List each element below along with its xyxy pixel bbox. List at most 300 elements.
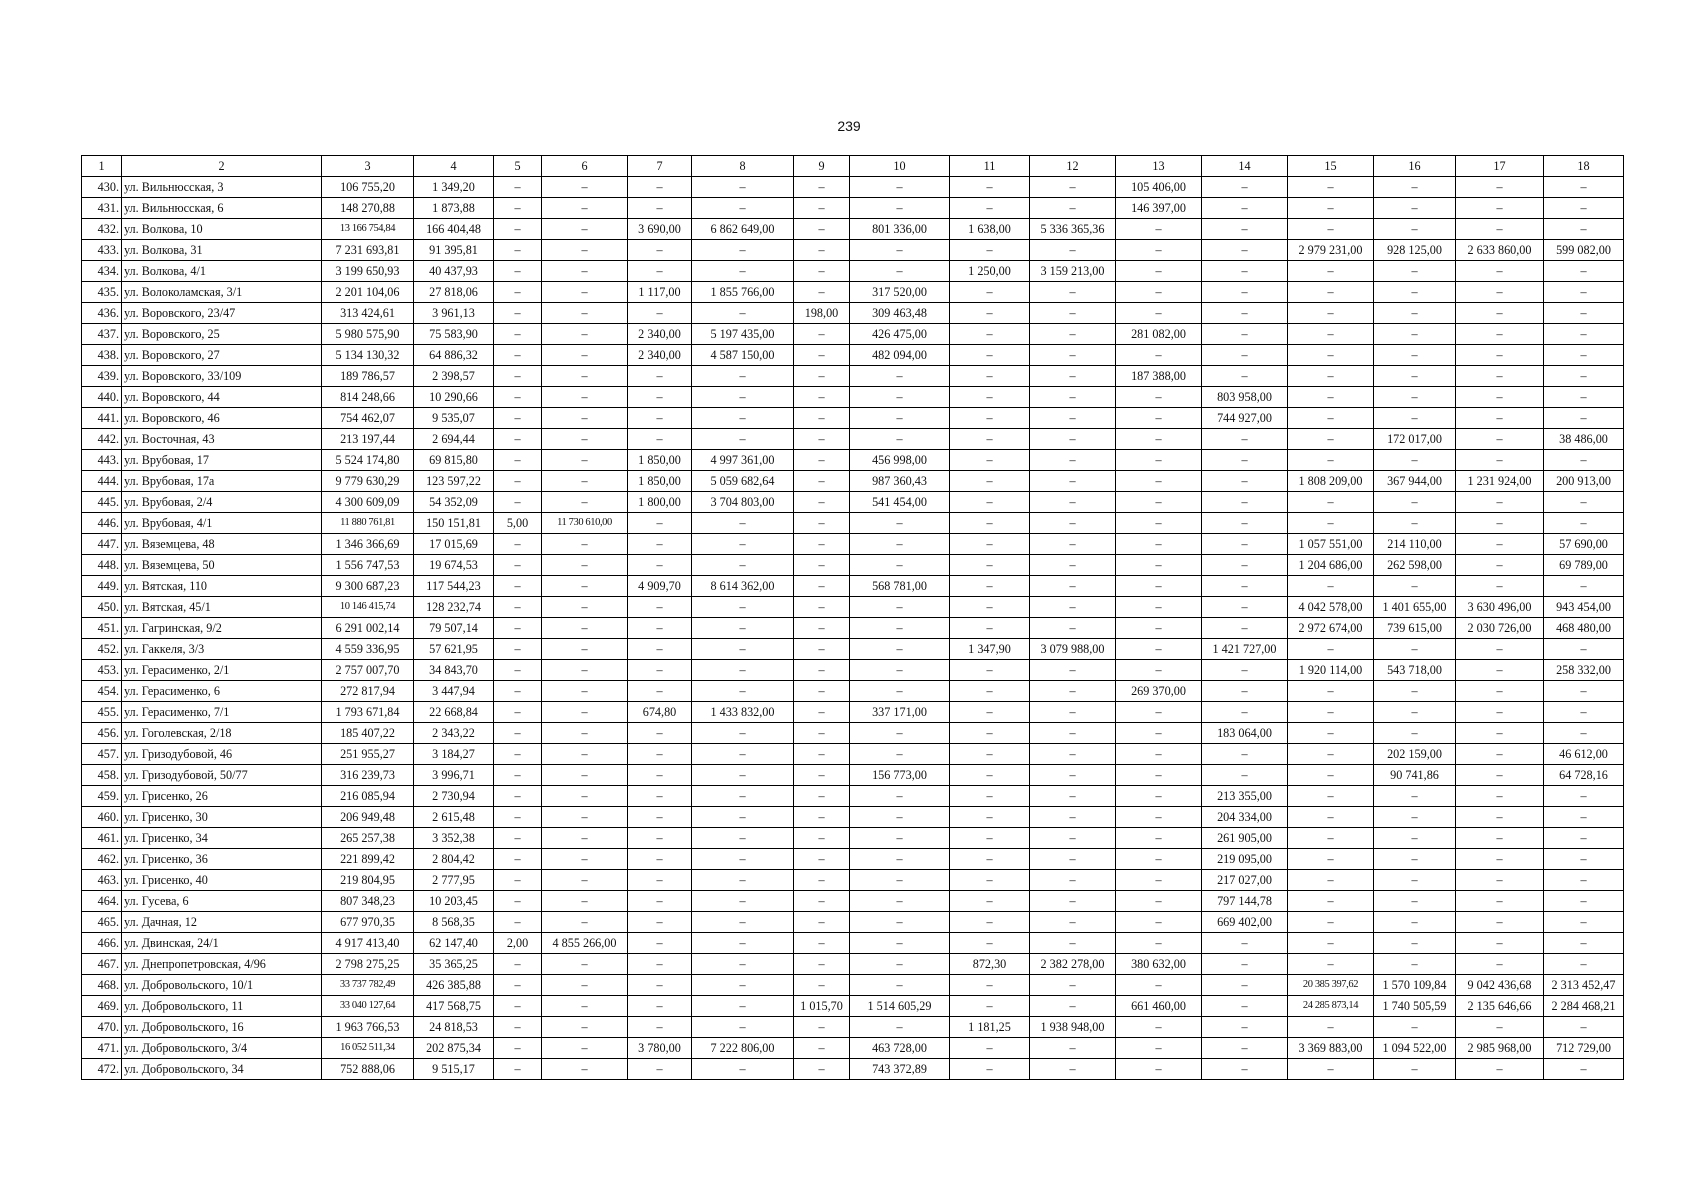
- value-cell: –: [850, 681, 950, 702]
- value-cell: –: [494, 1017, 542, 1038]
- address-cell: ул. Гагринская, 9/2: [122, 618, 322, 639]
- value-cell: –: [1456, 261, 1544, 282]
- value-cell: –: [628, 744, 692, 765]
- value-cell: –: [542, 702, 628, 723]
- value-cell: 183 064,00: [1202, 723, 1288, 744]
- table-row: [82, 786, 1624, 807]
- value-cell: –: [950, 198, 1030, 219]
- value-cell: –: [1202, 240, 1288, 261]
- value-cell: –: [1456, 408, 1544, 429]
- value-cell: –: [950, 492, 1030, 513]
- header-cell: 13: [1116, 156, 1202, 177]
- value-cell: –: [794, 786, 850, 807]
- value-cell: –: [1116, 240, 1202, 261]
- value-cell: –: [850, 849, 950, 870]
- value-cell: –: [1202, 513, 1288, 534]
- value-cell: –: [950, 366, 1030, 387]
- value-cell: –: [1374, 1059, 1456, 1080]
- value-cell: 22 668,84: [414, 702, 494, 723]
- value-cell: –: [628, 975, 692, 996]
- value-cell: –: [1116, 1038, 1202, 1059]
- value-cell: –: [628, 177, 692, 198]
- value-cell: –: [1544, 807, 1624, 828]
- value-cell: –: [692, 1017, 794, 1038]
- row-number: 464.: [82, 891, 122, 912]
- value-cell: 797 144,78: [1202, 891, 1288, 912]
- header-cell: 11: [950, 156, 1030, 177]
- value-cell: –: [1456, 429, 1544, 450]
- value-cell: –: [950, 177, 1030, 198]
- table-row: [82, 639, 1624, 660]
- value-cell: –: [950, 702, 1030, 723]
- row-number: 435.: [82, 282, 122, 303]
- value-cell: –: [494, 702, 542, 723]
- value-cell: –: [794, 870, 850, 891]
- value-cell: 1 855 766,00: [692, 282, 794, 303]
- value-cell: –: [850, 534, 950, 555]
- value-cell: –: [850, 870, 950, 891]
- value-cell: –: [1030, 240, 1116, 261]
- value-cell: –: [1116, 975, 1202, 996]
- value-cell: –: [1544, 723, 1624, 744]
- value-cell: –: [692, 828, 794, 849]
- value-cell: –: [542, 408, 628, 429]
- value-cell: 2 340,00: [628, 345, 692, 366]
- value-cell: –: [494, 744, 542, 765]
- value-cell: –: [794, 849, 850, 870]
- row-number: 438.: [82, 345, 122, 366]
- row-number: 460.: [82, 807, 122, 828]
- table-row: [82, 954, 1624, 975]
- value-cell: –: [494, 954, 542, 975]
- value-cell: –: [850, 639, 950, 660]
- value-cell: –: [794, 471, 850, 492]
- value-cell: –: [1288, 723, 1374, 744]
- value-cell: –: [692, 891, 794, 912]
- value-cell: 4 042 578,00: [1288, 597, 1374, 618]
- value-cell: –: [1374, 849, 1456, 870]
- value-cell: 33 737 782,49: [322, 975, 414, 996]
- value-cell: –: [1456, 912, 1544, 933]
- value-cell: –: [628, 555, 692, 576]
- value-cell: 3 690,00: [628, 219, 692, 240]
- value-cell: –: [1544, 954, 1624, 975]
- value-cell: –: [950, 576, 1030, 597]
- value-cell: –: [950, 282, 1030, 303]
- table-row: [82, 870, 1624, 891]
- value-cell: –: [794, 807, 850, 828]
- value-cell: –: [494, 429, 542, 450]
- value-cell: 213 355,00: [1202, 786, 1288, 807]
- value-cell: –: [1374, 345, 1456, 366]
- value-cell: –: [494, 366, 542, 387]
- value-cell: –: [794, 450, 850, 471]
- value-cell: 200 913,00: [1544, 471, 1624, 492]
- row-number: 456.: [82, 723, 122, 744]
- value-cell: –: [1456, 828, 1544, 849]
- value-cell: 9 515,17: [414, 1059, 494, 1080]
- value-cell: –: [1030, 387, 1116, 408]
- value-cell: –: [692, 366, 794, 387]
- address-cell: ул. Дачная, 12: [122, 912, 322, 933]
- value-cell: –: [1030, 660, 1116, 681]
- value-cell: –: [1030, 177, 1116, 198]
- value-cell: –: [494, 912, 542, 933]
- value-cell: –: [1202, 996, 1288, 1017]
- value-cell: 1 920 114,00: [1288, 660, 1374, 681]
- value-cell: 1 347,90: [950, 639, 1030, 660]
- value-cell: –: [1116, 723, 1202, 744]
- value-cell: 187 388,00: [1116, 366, 1202, 387]
- row-number: 431.: [82, 198, 122, 219]
- value-cell: –: [794, 387, 850, 408]
- value-cell: 219 095,00: [1202, 849, 1288, 870]
- value-cell: –: [1116, 933, 1202, 954]
- table-row: [82, 471, 1624, 492]
- value-cell: –: [494, 492, 542, 513]
- address-cell: ул. Гризодубовой, 50/77: [122, 765, 322, 786]
- value-cell: –: [1116, 891, 1202, 912]
- value-cell: 214 110,00: [1374, 534, 1456, 555]
- value-cell: –: [494, 555, 542, 576]
- value-cell: –: [494, 240, 542, 261]
- value-cell: –: [1544, 828, 1624, 849]
- value-cell: –: [1544, 282, 1624, 303]
- table-row: [82, 702, 1624, 723]
- row-number: 430.: [82, 177, 122, 198]
- value-cell: –: [1456, 450, 1544, 471]
- value-cell: 9 779 630,29: [322, 471, 414, 492]
- value-cell: –: [1030, 534, 1116, 555]
- value-cell: –: [1456, 555, 1544, 576]
- value-cell: –: [1116, 912, 1202, 933]
- address-cell: ул. Вяземцева, 48: [122, 534, 322, 555]
- value-cell: 4 917 413,40: [322, 933, 414, 954]
- value-cell: –: [494, 471, 542, 492]
- value-cell: –: [1288, 870, 1374, 891]
- value-cell: 426 475,00: [850, 324, 950, 345]
- value-cell: 2 382 278,00: [1030, 954, 1116, 975]
- value-cell: –: [692, 177, 794, 198]
- value-cell: –: [950, 240, 1030, 261]
- value-cell: –: [1116, 387, 1202, 408]
- header-row: [82, 156, 1624, 177]
- value-cell: 146 397,00: [1116, 198, 1202, 219]
- table-row: [82, 849, 1624, 870]
- value-cell: –: [1374, 723, 1456, 744]
- value-cell: –: [542, 660, 628, 681]
- table-row: [82, 1017, 1624, 1038]
- row-number: 453.: [82, 660, 122, 681]
- value-cell: 156 773,00: [850, 765, 950, 786]
- value-cell: –: [950, 513, 1030, 534]
- value-cell: –: [628, 387, 692, 408]
- value-cell: –: [692, 261, 794, 282]
- value-cell: 2 798 275,25: [322, 954, 414, 975]
- value-cell: –: [692, 849, 794, 870]
- value-cell: –: [950, 996, 1030, 1017]
- value-cell: –: [850, 891, 950, 912]
- value-cell: –: [494, 408, 542, 429]
- value-cell: 106 755,20: [322, 177, 414, 198]
- value-cell: –: [1544, 345, 1624, 366]
- value-cell: –: [950, 387, 1030, 408]
- row-number: 466.: [82, 933, 122, 954]
- value-cell: 11 730 610,00: [542, 513, 628, 534]
- value-cell: –: [494, 387, 542, 408]
- value-cell: –: [1456, 702, 1544, 723]
- row-number: 462.: [82, 849, 122, 870]
- value-cell: –: [1030, 618, 1116, 639]
- value-cell: 10 146 415,74: [322, 597, 414, 618]
- value-cell: 2 284 468,21: [1544, 996, 1624, 1017]
- value-cell: –: [794, 555, 850, 576]
- address-cell: ул. Добровольского, 3/4: [122, 1038, 322, 1059]
- row-number: 469.: [82, 996, 122, 1017]
- row-number: 450.: [82, 597, 122, 618]
- value-cell: 1 181,25: [950, 1017, 1030, 1038]
- value-cell: 814 248,66: [322, 387, 414, 408]
- value-cell: –: [628, 660, 692, 681]
- value-cell: 27 818,06: [414, 282, 494, 303]
- value-cell: 2 030 726,00: [1456, 618, 1544, 639]
- row-number: 439.: [82, 366, 122, 387]
- value-cell: –: [542, 303, 628, 324]
- row-number: 444.: [82, 471, 122, 492]
- value-cell: –: [1456, 786, 1544, 807]
- value-cell: 9 300 687,23: [322, 576, 414, 597]
- value-cell: 13 166 754,84: [322, 219, 414, 240]
- value-cell: –: [850, 723, 950, 744]
- value-cell: 1 349,20: [414, 177, 494, 198]
- table-row: [82, 429, 1624, 450]
- value-cell: –: [794, 891, 850, 912]
- table-row: [82, 576, 1624, 597]
- value-cell: –: [794, 534, 850, 555]
- value-cell: –: [1116, 849, 1202, 870]
- value-cell: –: [542, 1059, 628, 1080]
- value-cell: 35 365,25: [414, 954, 494, 975]
- row-number: 446.: [82, 513, 122, 534]
- value-cell: 258 332,00: [1544, 660, 1624, 681]
- value-cell: –: [1116, 639, 1202, 660]
- value-cell: –: [628, 198, 692, 219]
- value-cell: –: [950, 828, 1030, 849]
- value-cell: –: [692, 744, 794, 765]
- value-cell: –: [1030, 786, 1116, 807]
- value-cell: –: [850, 786, 950, 807]
- table-row: [82, 996, 1624, 1017]
- value-cell: –: [794, 954, 850, 975]
- value-cell: –: [1202, 219, 1288, 240]
- value-cell: –: [494, 681, 542, 702]
- value-cell: 3 184,27: [414, 744, 494, 765]
- value-cell: –: [1202, 954, 1288, 975]
- value-cell: 337 171,00: [850, 702, 950, 723]
- value-cell: –: [1288, 702, 1374, 723]
- value-cell: –: [1456, 681, 1544, 702]
- value-cell: 172 017,00: [1374, 429, 1456, 450]
- table-row: [82, 555, 1624, 576]
- table-row: [82, 513, 1624, 534]
- value-cell: –: [950, 891, 1030, 912]
- address-cell: ул. Восточная, 43: [122, 429, 322, 450]
- value-cell: –: [794, 681, 850, 702]
- value-cell: –: [850, 597, 950, 618]
- header-cell: 12: [1030, 156, 1116, 177]
- value-cell: –: [1116, 534, 1202, 555]
- value-cell: –: [542, 870, 628, 891]
- value-cell: –: [1116, 450, 1202, 471]
- value-cell: –: [1030, 450, 1116, 471]
- value-cell: –: [692, 408, 794, 429]
- value-cell: 281 082,00: [1116, 324, 1202, 345]
- value-cell: –: [692, 933, 794, 954]
- value-cell: 463 728,00: [850, 1038, 950, 1059]
- value-cell: –: [1030, 408, 1116, 429]
- value-cell: 198,00: [794, 303, 850, 324]
- value-cell: –: [850, 177, 950, 198]
- value-cell: 1 015,70: [794, 996, 850, 1017]
- value-cell: –: [1030, 975, 1116, 996]
- row-number: 455.: [82, 702, 122, 723]
- value-cell: –: [794, 702, 850, 723]
- value-cell: 2 972 674,00: [1288, 618, 1374, 639]
- row-number: 459.: [82, 786, 122, 807]
- value-cell: 5 336 365,36: [1030, 219, 1116, 240]
- value-cell: –: [950, 723, 1030, 744]
- value-cell: –: [1288, 450, 1374, 471]
- value-cell: –: [794, 198, 850, 219]
- value-cell: –: [1116, 660, 1202, 681]
- table-row: [82, 408, 1624, 429]
- value-cell: –: [542, 576, 628, 597]
- value-cell: 543 718,00: [1374, 660, 1456, 681]
- value-cell: –: [1456, 933, 1544, 954]
- value-cell: –: [850, 555, 950, 576]
- value-cell: –: [794, 597, 850, 618]
- value-cell: 1 793 671,84: [322, 702, 414, 723]
- value-cell: –: [1544, 786, 1624, 807]
- header-cell: 18: [1544, 156, 1624, 177]
- value-cell: –: [1544, 492, 1624, 513]
- value-cell: 568 781,00: [850, 576, 950, 597]
- value-cell: –: [542, 282, 628, 303]
- value-cell: –: [794, 1017, 850, 1038]
- value-cell: –: [950, 408, 1030, 429]
- value-cell: –: [1456, 177, 1544, 198]
- table-row: [82, 891, 1624, 912]
- value-cell: 1 346 366,69: [322, 534, 414, 555]
- value-cell: 5,00: [494, 513, 542, 534]
- value-cell: 316 239,73: [322, 765, 414, 786]
- value-cell: 1 250,00: [950, 261, 1030, 282]
- value-cell: –: [628, 807, 692, 828]
- value-cell: –: [794, 429, 850, 450]
- address-cell: ул. Врубовая, 17: [122, 450, 322, 471]
- value-cell: 185 407,22: [322, 723, 414, 744]
- value-cell: 2 201 104,06: [322, 282, 414, 303]
- value-cell: –: [794, 219, 850, 240]
- row-number: 449.: [82, 576, 122, 597]
- value-cell: 468 480,00: [1544, 618, 1624, 639]
- value-cell: 943 454,00: [1544, 597, 1624, 618]
- row-number: 448.: [82, 555, 122, 576]
- value-cell: 75 583,90: [414, 324, 494, 345]
- value-cell: 1 231 924,00: [1456, 471, 1544, 492]
- value-cell: 216 085,94: [322, 786, 414, 807]
- value-cell: 2 757 007,70: [322, 660, 414, 681]
- value-cell: –: [1374, 513, 1456, 534]
- value-cell: –: [1456, 807, 1544, 828]
- table-row: [82, 828, 1624, 849]
- value-cell: 189 786,57: [322, 366, 414, 387]
- value-cell: 128 232,74: [414, 597, 494, 618]
- value-cell: 417 568,75: [414, 996, 494, 1017]
- value-cell: –: [1202, 450, 1288, 471]
- row-number: 442.: [82, 429, 122, 450]
- address-cell: ул. Воровского, 33/109: [122, 366, 322, 387]
- value-cell: –: [494, 828, 542, 849]
- value-cell: –: [1202, 555, 1288, 576]
- value-cell: –: [1544, 177, 1624, 198]
- value-cell: –: [542, 912, 628, 933]
- value-cell: 1 556 747,53: [322, 555, 414, 576]
- value-cell: 166 404,48: [414, 219, 494, 240]
- value-cell: –: [494, 891, 542, 912]
- value-cell: –: [1456, 534, 1544, 555]
- value-cell: –: [1374, 702, 1456, 723]
- value-cell: 269 370,00: [1116, 681, 1202, 702]
- header-cell: 8: [692, 156, 794, 177]
- value-cell: 754 462,07: [322, 408, 414, 429]
- value-cell: –: [692, 786, 794, 807]
- value-cell: –: [1544, 891, 1624, 912]
- row-number: 463.: [82, 870, 122, 891]
- value-cell: –: [1544, 849, 1624, 870]
- value-cell: –: [1202, 282, 1288, 303]
- value-cell: –: [1288, 828, 1374, 849]
- table-row: [82, 807, 1624, 828]
- value-cell: 57 621,95: [414, 639, 494, 660]
- value-cell: 261 905,00: [1202, 828, 1288, 849]
- value-cell: 219 804,95: [322, 870, 414, 891]
- value-cell: 1 850,00: [628, 471, 692, 492]
- value-cell: –: [1288, 345, 1374, 366]
- value-cell: –: [628, 303, 692, 324]
- row-number: 454.: [82, 681, 122, 702]
- table-row: [82, 387, 1624, 408]
- address-cell: ул. Вятская, 110: [122, 576, 322, 597]
- value-cell: 3 704 803,00: [692, 492, 794, 513]
- value-cell: –: [1202, 765, 1288, 786]
- value-cell: 3 079 988,00: [1030, 639, 1116, 660]
- value-cell: 5 134 130,32: [322, 345, 414, 366]
- value-cell: –: [692, 807, 794, 828]
- value-cell: –: [628, 996, 692, 1017]
- value-cell: –: [950, 345, 1030, 366]
- value-cell: –: [494, 303, 542, 324]
- value-cell: –: [1288, 765, 1374, 786]
- value-cell: –: [1202, 261, 1288, 282]
- value-cell: –: [1374, 177, 1456, 198]
- value-cell: –: [542, 807, 628, 828]
- value-cell: –: [1544, 912, 1624, 933]
- value-cell: –: [1116, 282, 1202, 303]
- value-cell: –: [794, 639, 850, 660]
- value-cell: –: [950, 1059, 1030, 1080]
- value-cell: 54 352,09: [414, 492, 494, 513]
